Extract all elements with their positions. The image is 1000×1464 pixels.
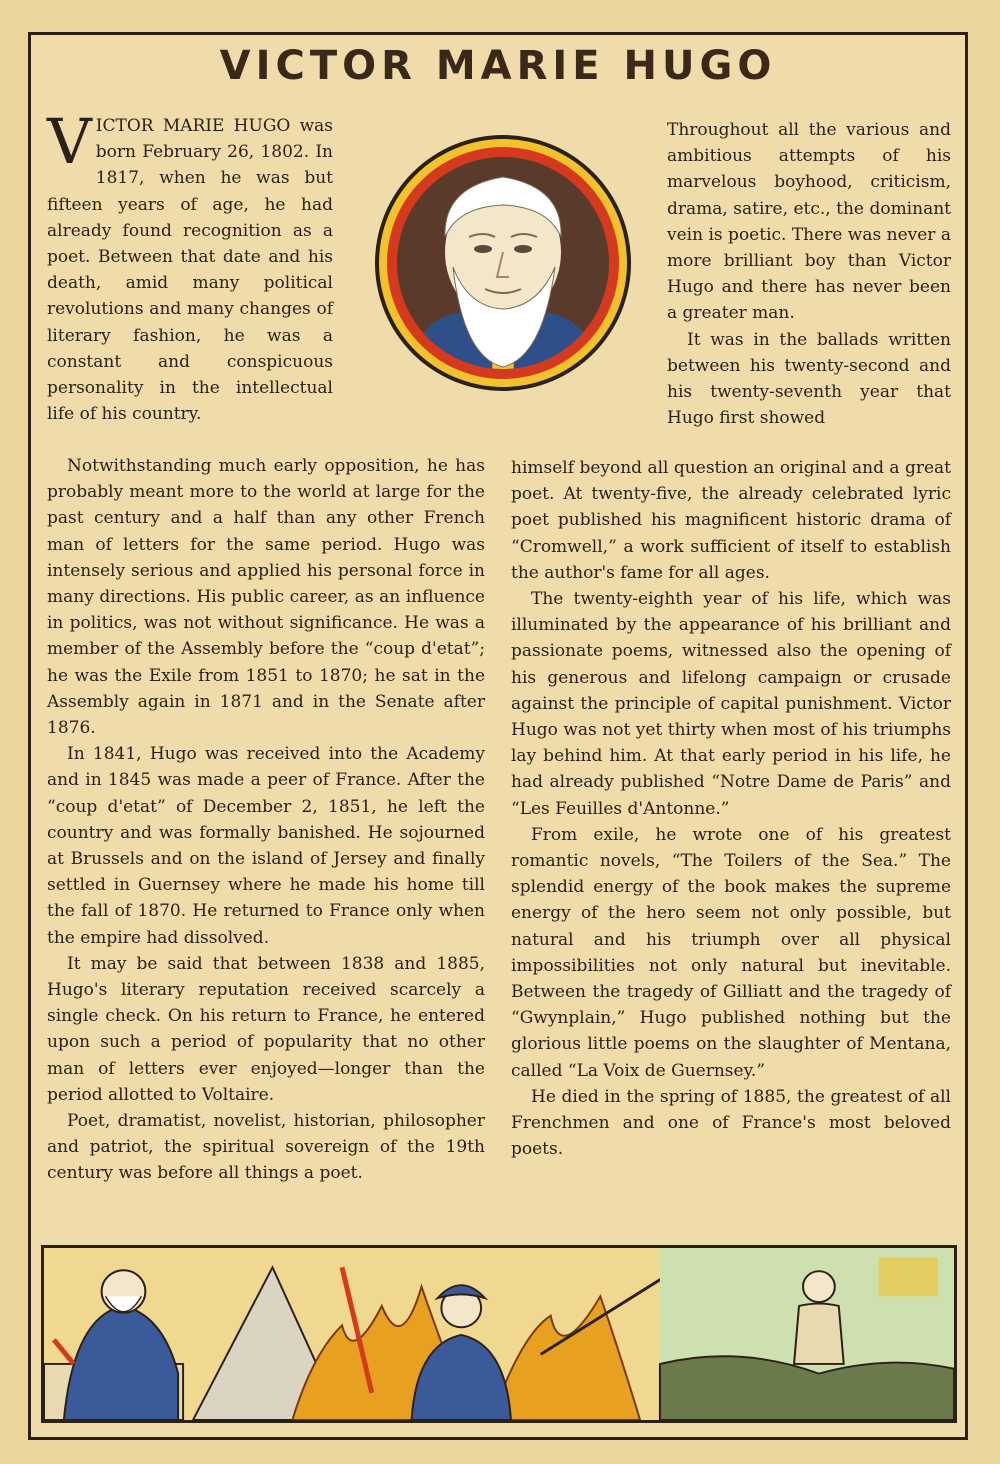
left-column: [47, 453, 485, 1187]
paragraph-exile: From exile, he wrote one of his greatest romantic novels, “The Toilers of the Sea.” The splendid energy of the book makes the supreme energy of the hero seem not only possible, but natural and his triumph over all physical impossibilities not only natural but inevitable. Between the tragedy of Gilliatt and the tragedy of “Gwynplain,” Hugo published nothing but the glorious little poems on the slaughter of Mentana, called “La Voix de Guernsey.”: [511, 824, 951, 1081]
paragraph-twenty-eighth-year: The twenty-eighth year of his life, which was illuminated by the appearance of his brilliant and passionate poems, witnessed also the opening of his generous and lifelong campaign or crusade against the principle of capital punishment. Victor Hugo was not yet thirty when most of his triumphs lay behind him. At that early period in his life, he had already published “Notre Dame de Paris” and “Les Feuilles d'Antonne.”: [511, 589, 951, 819]
drop-cap: V: [47, 105, 92, 178]
right-top-paragraphs: [667, 117, 951, 431]
paragraph-death: He died in the spring of 1885, the greatest of all Frenchmen and one of France's most beloved poets.: [511, 1086, 951, 1160]
intro-paragraph: [47, 105, 333, 427]
paragraph-academy: In 1841, Hugo was received into the Academy and in 1845 was made a peer of France. After the “coup d'etat” of December 2, 1851, he left the country and was formally banished. He sojourned at Brussels and on the island of Jersey and finally settled in Guernsey where he made his home till the fall of 1870. He returned to France only when the empire had dissolved.: [47, 744, 485, 948]
paragraph-poet: Poet, dramatist, novelist, historian, philosopher and patriot, the spiritual sovereign of the 19th century was before all things a poet.: [47, 1111, 485, 1184]
hugo-portrait: [373, 127, 633, 399]
paragraph-reputation: It may be said that between 1838 and 1885, Hugo's literary reputation received scarcely a single check. On his return to France, he entered upon such a period of popularity that no other man of letters ever enjoyed—longer than the period allotted to Voltaire.: [47, 953, 485, 1105]
right-column: [511, 455, 951, 1162]
article-page: [28, 32, 968, 1440]
paragraph-opposition: Notwithstanding much early opposition, he has probably meant more to the world at large for the past century and a half than any other French man of letters for the same period. Hugo was intensely serious and applied his personal force in many directions. His public career, as an influence in politics, was not without significance. He was a member of the Assembly before the “coup d'etat”; he was the Exile from 1851 to 1870; he sat in the Assembly again in 1871 and in the Senate after 1876.: [47, 456, 485, 739]
paragraph-cromwell: himself beyond all question an original and a great poet. At twenty-five, the already celebrated lyric poet published his magnificent historic drama of “Cromwell,” a work sufficient of itself to establish the author's fame for all ages.: [511, 458, 951, 583]
page-title: VICTOR MARIE HUGO: [219, 43, 777, 89]
intro-text: ICTOR MARIE HUGO was born February 26, 1802. In 1817, when he was but fifteen years of age, he had already found recognition as a poet. Between that date and his death, amid many political revolutions and many changes of literary fashion, he was a constant and conspicuous personality in the intellectual life of his country.: [47, 116, 333, 425]
paragraph-boyhood: Throughout all the various and ambitious attempts of his marvelous boyhood, criticism, drama, satire, etc., the dominant vein is poetic. There was never a more brilliant boy than Victor Hugo and there has never been a greater man.: [667, 120, 951, 324]
paragraph-ballads: It was in the ballads written between his twenty-second and his twenty-seventh year that Hugo first showed: [667, 329, 951, 429]
illustration-strip: [41, 1245, 957, 1423]
